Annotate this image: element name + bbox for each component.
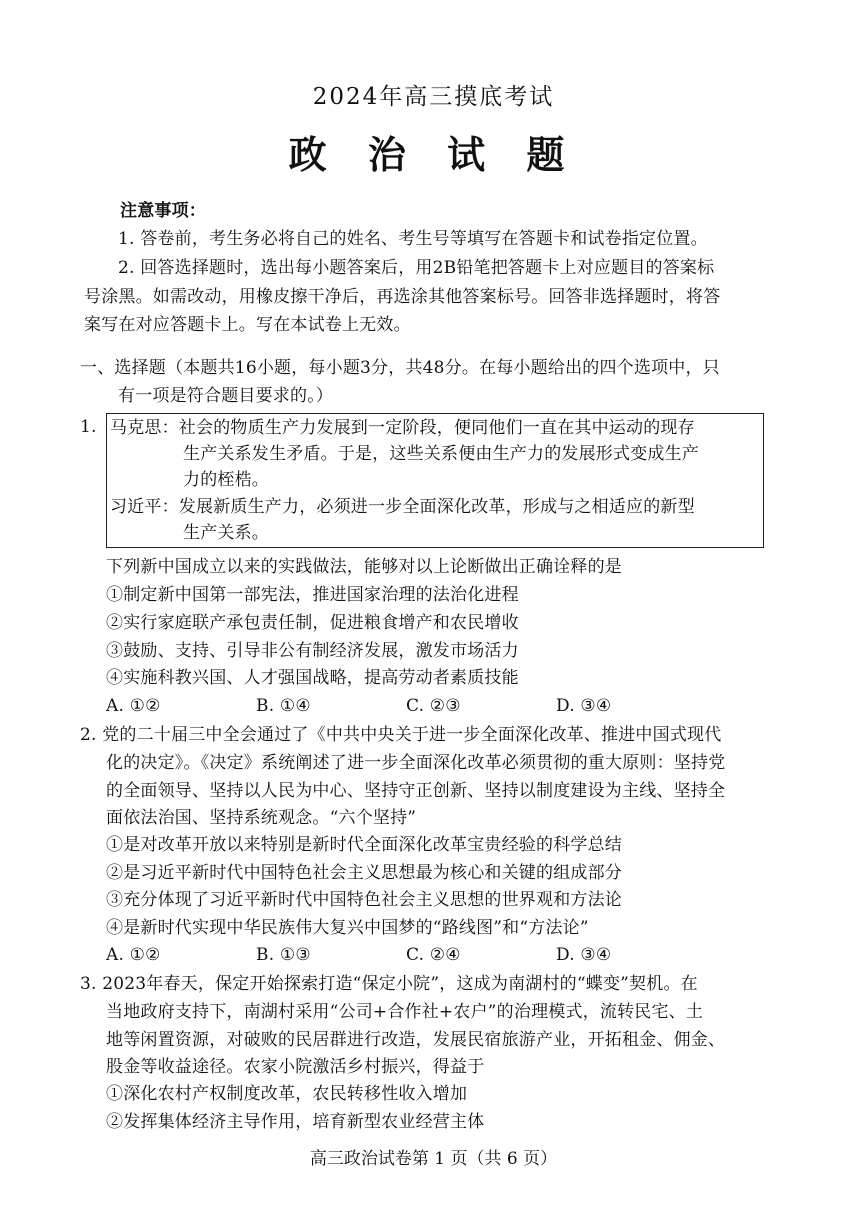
notice-heading: 注意事项： (120, 201, 206, 221)
option-c: C. ②④ (406, 945, 461, 965)
option-d: D. ③④ (556, 945, 612, 965)
option-b: B. ①③ (256, 945, 311, 965)
statement-item: ②实行家庭联产承包责任制，促进粮食增产和农民增收 (106, 613, 519, 633)
question-text: 面依法治国、坚持系统观念。“六个坚持” (106, 808, 417, 828)
statement-item: ①是对改革开放以来特别是新时代全面深化改革宝贵经验的科学总结 (106, 835, 622, 855)
option-d: D. ③④ (556, 696, 612, 716)
notice-line: 1. 答卷前，考生务必将自己的姓名、考生号等填写在答题卡和试卷指定位置。 (118, 229, 708, 249)
exam-title: 2024年高三摸底考试 (312, 84, 555, 110)
statement-item: ③充分体现了习近平新时代中国特色社会主义思想的世界观和方法论 (106, 890, 622, 910)
question-text: 的全面领导、坚持以人民为中心、坚持守正创新、坚持以制度建设为主线、坚持全 (106, 781, 726, 801)
quote-line: 力的桎梏。 (183, 470, 269, 490)
statement-item: ①深化农村产权制度改革，农民转移性收入增加 (106, 1084, 468, 1104)
statement-item: ③鼓励、支持、引导非公有制经济发展，激发市场活力 (106, 641, 519, 661)
quote-line: 生产关系。 (183, 523, 269, 543)
notice-line: 号涂黑。如需改动，用橡皮擦干净后，再选涂其他答案标号。回答非选择题时，将答 (84, 287, 721, 307)
quote-line: 生产关系发生矛盾。于是，这些关系便由生产力的发展形式变成生产 (183, 444, 699, 464)
question-text: 3. 2023年春天，保定开始探索打造“保定小院”，这成为南湖村的“蝶变”契机。在 (80, 974, 698, 994)
statement-item: ①制定新中国第一部宪法，推进国家治理的法治化进程 (106, 585, 519, 605)
statement-item: ②是习近平新时代中国特色社会主义思想最为核心和关键的组成部分 (106, 863, 622, 883)
quote-line: 习近平：发展新质生产力，必须进一步全面深化改革，形成与之相适应的新型 (110, 497, 695, 517)
answer-options (106, 695, 706, 717)
statement-item: ②发挥集体经济主导作用，培育新型农业经营主体 (106, 1112, 485, 1132)
question-text: 2. 党的二十届三中全会通过了《中共中央关于进一步全面深化改革、推进中国式现代 (80, 725, 722, 745)
question-text: 当地政府支持下，南湖村采用“公司+合作社+农户”的治理模式，流转民宅、土 (106, 1002, 704, 1022)
question-number: 1. (80, 417, 97, 437)
quote-line: 马克思：社会的物质生产力发展到一定阶段，便同他们一直在其中运动的现存 (110, 418, 695, 438)
statement-item: ④实施科教兴国、人才强国战略，提高劳动者素质技能 (106, 668, 519, 688)
page-footer: 高三政治试卷第 1 页（共 6 页） (309, 1149, 558, 1169)
option-a: A. ①② (106, 945, 161, 965)
section-heading: 一、选择题（本题共16小题，每小题3分，共48分。在每小题给出的四个选项中，只 (80, 358, 720, 378)
option-a: A. ①② (106, 696, 161, 716)
statement-item: ④是新时代实现中华民族伟大复兴中国梦的“路线图”和“方法论” (106, 918, 589, 938)
option-b: B. ①④ (256, 696, 311, 716)
notice-line: 2. 回答选择题时，选出每小题答案后，用2B铅笔把答题卡上对应题目的答案标 (118, 258, 715, 278)
question-stem: 下列新中国成立以来的实践做法，能够对以上论断做出正确诠释的是 (106, 557, 622, 577)
question-text: 化的决定》。《决定》系统阐述了进一步全面深化改革必须贯彻的重大原则：坚持党 (106, 753, 726, 773)
option-c: C. ②③ (406, 696, 461, 716)
notice-line: 案写在对应答题卡上。写在本试卷上无效。 (84, 315, 411, 335)
question-text: 地等闲置资源，对破败的民居群进行改造，发展民宿旅游产业，开拓租金、佣金、 (106, 1030, 726, 1050)
answer-options (106, 944, 706, 966)
section-heading-cont: 有一项是符合题目要求的。） (118, 386, 334, 406)
subject-title: 政 治 试 题 (288, 132, 579, 177)
question-text: 股金等收益途径。农家小院激活乡村振兴，得益于 (106, 1057, 485, 1077)
